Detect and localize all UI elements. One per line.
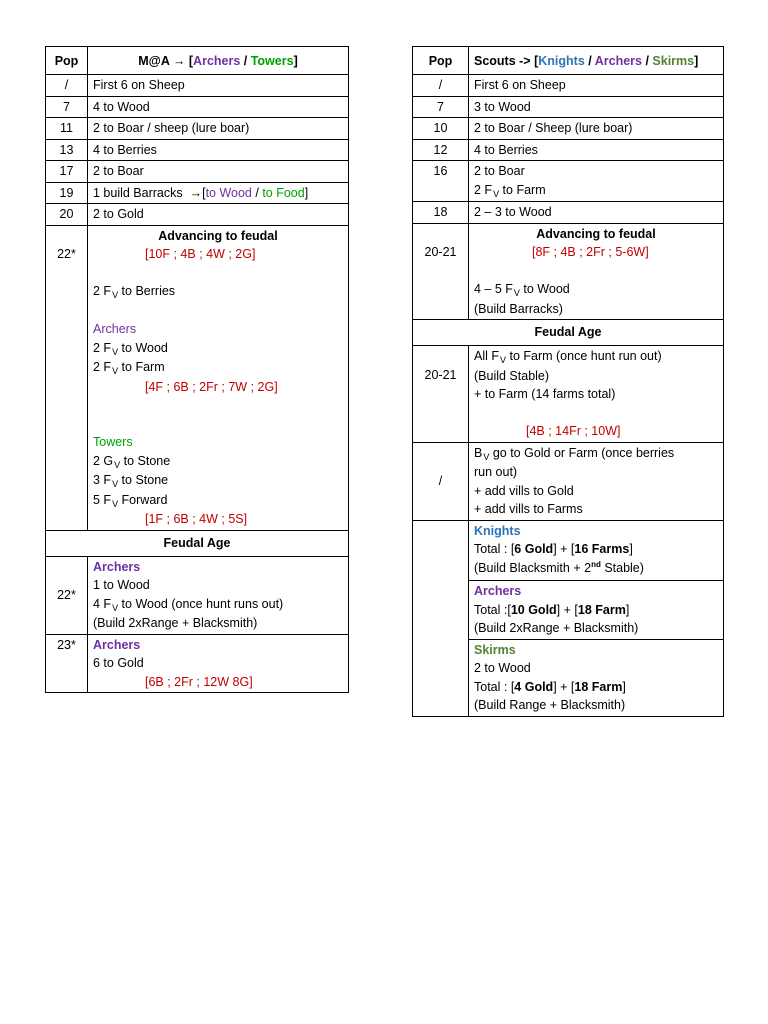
section-heading: Advancing to feudal bbox=[536, 226, 656, 241]
table-header bbox=[413, 47, 724, 75]
maa-build-order-table bbox=[45, 46, 349, 693]
feudal-age-row: Feudal Age bbox=[413, 320, 724, 346]
archers-subheading: Archers bbox=[93, 559, 141, 574]
knights-subheading: Knights bbox=[474, 523, 521, 538]
table-title: Scouts -> [Knights / Archers / Skirms] bbox=[469, 47, 724, 75]
skirms-subheading: Skirms bbox=[474, 642, 516, 657]
advancing-feudal-row: 22* Advancing to feudal [10F ; 4B ; 4W ; 2G] 2 $F_V$ to Berries Archers 2 $F_V$ to Wood 2 $F_V$ to Farm [4F ; 6B ; 2Fr ; 7W ; 2G] Towers 2 $G_V$ to Stone 3 $F_V$ to Stone 5 $F_V$ Forward [1F ; 6B ; 4W ; 5S] bbox=[46, 225, 349, 530]
archers-cell: Archers Total :[10 Gold] + [18 Farm] (Build 2xRange + Blacksmith) bbox=[469, 581, 724, 640]
archers-subheading: Archers bbox=[93, 637, 141, 652]
feudal-age-row: Feudal Age bbox=[46, 530, 349, 556]
table-row: 12 4 to Berries bbox=[413, 139, 724, 161]
table-title: M@A → [Archers / Towers] bbox=[88, 47, 349, 75]
table-row: 7 4 to Wood bbox=[46, 96, 349, 118]
table-row: 7 3 to Wood bbox=[413, 96, 724, 118]
table-row: / $B_V$ go to Gold or Farm (once berries run out) + add vills to Gold + add vills to Farms bbox=[413, 442, 724, 520]
towers-subheading: Towers bbox=[93, 435, 133, 449]
knights-cell: Knights Total : [6 Gold] + [16 Farms] (Build Blacksmith + 2nd Stable) bbox=[469, 520, 724, 581]
table-row: 23* Archers 6 to Gold [6B ; 2Fr ; 12W 8G] bbox=[46, 634, 349, 693]
table-row: 20-21 All $F_V$ to Farm (once hunt run out) (Build Stable) + to Farm (14 farms total) [4B ; 14Fr ; 10W] bbox=[413, 346, 724, 443]
table-row: 10 2 to Boar / Sheep (lure boar) bbox=[413, 118, 724, 140]
table-row: 22* Archers 1 to Wood 4 $F_V$ to Wood (once hunt runs out) (Build 2xRange + Blacksmith) bbox=[46, 556, 349, 634]
table-row bbox=[413, 520, 724, 581]
table-row: 18 2 – 3 to Wood bbox=[413, 202, 724, 224]
pop-header: Pop bbox=[46, 47, 88, 75]
table-header bbox=[46, 47, 349, 75]
table-row: 13 4 to Berries bbox=[46, 139, 349, 161]
section-heading: Advancing to feudal bbox=[158, 228, 278, 243]
table-row: / First 6 on Sheep bbox=[46, 75, 349, 97]
archers-subheading: Archers bbox=[474, 584, 522, 598]
archers-subheading: Archers bbox=[93, 322, 137, 336]
table-row: / First 6 on Sheep bbox=[413, 75, 724, 97]
table-row: 19 1 build Barracks →[to Wood / to Food] bbox=[46, 182, 349, 204]
skirms-cell: Skirms 2 to Wood Total : [4 Gold] + [18 Farm] (Build Range + Blacksmith) bbox=[469, 639, 724, 716]
scouts-build-order-table bbox=[412, 46, 724, 717]
table-row: 11 2 to Boar / sheep (lure boar) bbox=[46, 118, 349, 140]
table-row: 16 2 to Boar 2 $F_V$ to Farm bbox=[413, 161, 724, 202]
table-row: 17 2 to Boar bbox=[46, 161, 349, 183]
table-row: 20 2 to Gold bbox=[46, 204, 349, 226]
advancing-feudal-row: 20-21 Advancing to feudal [8F ; 4B ; 2Fr ; 5-6W] 4 – 5 $F_V$ to Wood (Build Barracks) bbox=[413, 223, 724, 320]
pop-header: Pop bbox=[413, 47, 469, 75]
